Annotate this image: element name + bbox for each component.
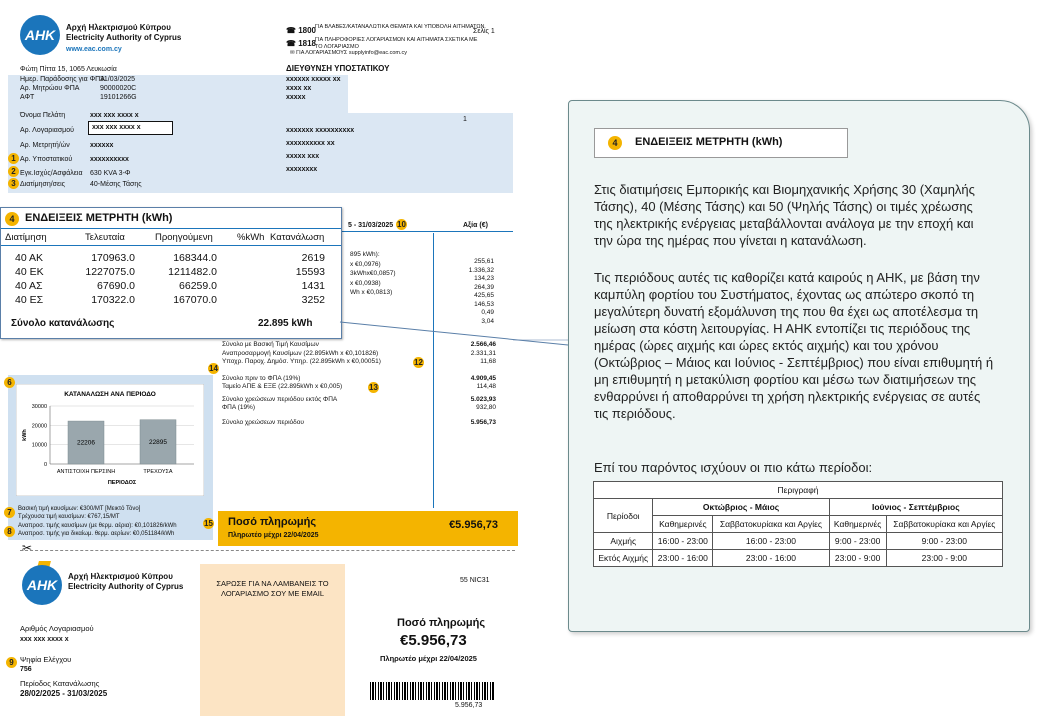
chart-y-label: kWh	[22, 429, 28, 441]
eac-logo: ΑΗΚ	[20, 15, 60, 55]
chart-x-label: ΠΕΡΙΟΔΟΣ	[107, 480, 137, 486]
chart-title: ΚΑΤΑΝΑΛΩΣΗ ΑΝΑ ΠΕΡΙΟΔΟ	[64, 391, 156, 398]
charge-value: 425,65	[474, 292, 494, 299]
stub-check-label: Ψηφία Ελέγχου	[20, 655, 72, 664]
meter-cell: 1211482.0	[168, 266, 217, 278]
chart-category-label: ΑΝΤΙΣΤΟΙΧΗ ΠΕΡΣΙΝΗ	[56, 469, 116, 475]
period-cell: 9:00 - 23:00	[829, 533, 886, 550]
customer-name-value: xxx xxx xxxx x	[90, 112, 139, 119]
phone2-desc: ΓΙΑ ΠΛΗΡΟΦΟΡΙΕΣ ΛΟΓΑΡΙΑΣΜΩΝ ΚΑΙ ΑΙΤΗΜΑΤΑ ΣΧΕΤΙΚΑ ΜΕ ΤΟ ΛΟΓΑΡΙΑΣΜΟ	[315, 37, 478, 50]
table-weekday-1: Καθημερινές	[653, 516, 713, 533]
pay-label: Ποσό πληρωμής	[228, 516, 317, 528]
meter-cell: 168344.0	[173, 252, 217, 264]
premises-line3: xxxxx	[286, 94, 306, 101]
supply-label: Εγκ.Ισχύς/Ασφάλεια	[20, 170, 83, 177]
table-periods-header: Περίοδοι	[594, 499, 653, 533]
tariff-value: 40-Μέσης Τάσης	[90, 181, 142, 188]
supply-value: 630 KVA 3-Φ	[90, 170, 131, 177]
meter-cell: 67690.0	[97, 280, 135, 292]
table-weekday-2: Καθημερινές	[829, 516, 886, 533]
panel-paragraph-2: Τις περιόδους αυτές τις καθορίζει κατά καιρούς η ΑΗΚ, με βάση την καμπύλη φορτίου του Συστήματος, έχοντας ως απώτερο σκοπό τη μεγαλύτερη δυνατή εξομάλυνση της που θα έχει ως αποτέλεσμα τη μείωση στα κόστη λειτουργίας. Η ΑΗΚ εντοπίζει τις περιόδους της ημέρας (ώρες αιχμής και ώρες εκτός αιχμής) και του χρόνου (Οκτώβριος – Μάιος και Ιούνιος - Σεπτέμβριος) που είναι επιθυμητή ή μη επιθυμητή η μετακύλιση φορτίου και μέσω των διατιμήσεων της ενθαρρύνει ή αποθαρρύνει τη χρήση ηλεκτρικής ενέργειας σε αυτές τις περιόδους.	[594, 270, 994, 421]
amount-header: Αξία (€)	[463, 222, 488, 229]
stub-period-value: 28/02/2025 - 31/03/2025	[20, 689, 108, 698]
chart-bar-label: 22895	[148, 438, 168, 446]
customer-name-label: Όνομα Πελάτη	[20, 112, 66, 119]
charge-value: 146,53	[474, 300, 494, 308]
org-name-en: Electricity Authority of Cyprus	[66, 33, 182, 42]
connector-line-bottom	[340, 322, 568, 345]
panel-paragraph-1: Στις διατιμήσεις Εμπορικής και Βιομηχανικής Χρήσης 30 (Χαμηλής Τάσης), 40 (Μέσης Τάσης) και 50 (Ψηλής Τάσης) οι τιμές χρέωσης της ηλεκτρικής ενέργειας μεταβάλλονται ανάλογα με την εποχή και την ώρα της ημέρας που γίνεται η κατανάλωση.	[594, 182, 975, 248]
meter-cell: 1227075.0	[85, 266, 135, 278]
charge-value: 1.336,32	[468, 266, 494, 274]
premises-line1: xxxxxx xxxxx xx	[286, 76, 341, 83]
period-cell: 23:00 - 9:00	[829, 550, 886, 567]
stub-logo: ΑΗΚ	[22, 565, 62, 605]
pay-due: Πληρωτέο μέχρι 22/04/2025	[228, 532, 319, 539]
period-cell: 23:00 - 9:00	[886, 550, 1002, 567]
chart-ytick-label: 10000	[31, 442, 47, 449]
tou-periods-table	[593, 481, 1003, 567]
stub-period-label: Περίοδος Κατανάλωσης	[20, 679, 100, 688]
vat-value: 90000020C	[100, 85, 137, 92]
badge-15: 15	[204, 519, 213, 528]
badge-9: 9	[6, 657, 17, 668]
period-cell: Εκτός Αιχμής	[594, 550, 653, 567]
meter-cell: 2619	[301, 252, 325, 264]
charge-value: 3,04	[481, 317, 494, 325]
customer-right-line3: xxxxx xxx	[286, 153, 320, 160]
badge-7: 7	[4, 507, 15, 518]
meter-cell: 66259.0	[179, 280, 217, 292]
delivery-value: 31/03/2025	[100, 76, 136, 83]
org-name-gr: Αρχή Ηλεκτρισμού Κύπρου	[66, 23, 171, 32]
delivery-label: Ημερ. Παράδοσης για ΦΠΑ	[20, 76, 105, 83]
fuel-info-bottom: Αναπροσ. τιμής καυσίμων (με θερμ. αέρια): €0,101826/kWh Αναπροσ. τιμής για δικαίωμ. θερμ. αερίων: €0,051184/kWh	[18, 523, 177, 537]
stub-org-gr: Αρχή Ηλεκτρισμού Κύπρου	[68, 572, 173, 581]
charges-period: 5 - 31/03/2025	[348, 222, 394, 229]
customer-right-line1: xxxxxxx xxxxxxxxxx	[286, 127, 355, 134]
badge-2: 2	[8, 166, 19, 177]
meters-label: Αρ. Μετρητή/ών	[20, 142, 70, 149]
badge-12: 12	[414, 358, 423, 367]
period-row	[594, 533, 1003, 550]
callout-title: ΕΝΔΕΙΞΕΙΣ ΜΕΤΡΗΤΗ (kWh)	[25, 212, 173, 224]
callout-badge: 4	[5, 212, 19, 226]
customer-right-line4: xxxxxxxx	[286, 166, 318, 173]
meters-value: xxxxxx	[90, 142, 114, 149]
charge-value: 134,23	[474, 275, 494, 282]
chart-category-label: ΤΡΕΧΟΥΣΑ	[143, 469, 173, 475]
phone-icon: ☎	[286, 26, 299, 35]
stub-account-value: xxx xxx xxxx x	[20, 636, 69, 643]
badge-1: 1	[8, 153, 19, 164]
scissors-icon: ✂	[22, 541, 33, 555]
period-cell: 23:00 - 16:00	[713, 550, 829, 567]
charge-value: 255,61	[474, 258, 494, 265]
charge-breakdown: Σύνολο με Βασική Τιμή Καυσίμων 2.566,46 Αναπροσαρμογή Καυσίμων (22.895kWh x €0,101826) 2.331,31 Υποχρ. Παροχ. Δημόσ. Υπηρ. (22.895kWh x €0,00051) 11,68 Σύνολο πριν το ΦΠΑ (19%) 4.909,45 Ταμείο ΑΠΕ & ΕΞΕ (22.895kWh x €0,005) 114,48 Σύνολο χρεώσεων περιόδου εκτός ΦΠΑ 5.023,93 ΦΠΑ (19%) 932,80 Σύνολο χρεώσεων περιόδου 5.956,73	[222, 341, 496, 426]
period-cell: 23:00 - 16:00	[653, 550, 713, 567]
stub-pay-label: Ποσό πληρωμής	[397, 617, 486, 629]
meter-cell: 40 EΣ	[15, 294, 44, 306]
premises-line2: xxxx xx	[286, 85, 312, 92]
email-promo-text: ΣΑΡΩΣΕ ΓΙΑ ΝΑ ΛΑΜΒΑΝΕΙΣ ΤΟ ΛΟΓΑΡΙΑΣΜΟ ΣΟΥ ΜΕ EMAIL	[216, 579, 329, 598]
badge-14: 14	[209, 364, 218, 373]
table-season1-header: Οκτώβριος - Μάιος	[653, 499, 829, 516]
meter-cell: 15593	[295, 266, 325, 278]
phone1: ☎ 1800	[286, 26, 316, 35]
period-cell: Αιχμής	[594, 533, 653, 550]
stub-check-value: 756	[20, 666, 32, 673]
meter-cell: 40 AK	[15, 252, 44, 264]
eac-address: Φώτη Πίττα 15, 1065 Λευκωσία	[20, 66, 117, 73]
panel-paragraph-3: Επί του παρόντος ισχύουν οι πιο κάτω περίοδοι:	[594, 460, 873, 475]
vat-label: Αρ. Μητρώου ΦΠΑ	[20, 85, 80, 92]
email-icon: ✉	[290, 50, 297, 56]
account-label: Αρ. Λογαριασμού	[20, 127, 74, 134]
table-season2-header: Ιούνιος - Σεπτέμβριος	[829, 499, 1002, 516]
badge-10: 10	[397, 220, 406, 229]
badge-13: 13	[369, 383, 378, 392]
chart-ytick-label: 0	[43, 462, 47, 468]
meter-cell: 3252	[301, 294, 325, 306]
tariff-label: Διατίμηση/σεις	[20, 181, 66, 188]
table-weekend-2: Σαββατοκυρίακα και Αργίες	[886, 516, 1002, 533]
barcode-value: 5.956,73	[455, 702, 483, 709]
stub-account-label: Αριθμός Λογαριασμού	[20, 624, 94, 633]
charge-value: 264,39	[474, 283, 494, 291]
email-line: ✉ ΓΙΑ ΛΟΓΑΡΙΑΣΜΟΥΣ supplyinfo@eac.com.cy	[290, 50, 408, 56]
charge-fragments: 895 kWh): x €0,0976) 3kWhx€0,0857) x €0,0938) Wh x €0,0813)	[350, 251, 396, 296]
pay-amount: €5.956,73	[449, 519, 498, 531]
badge-6: 6	[4, 377, 15, 388]
badge-8: 8	[4, 526, 15, 537]
chart-bar-label: 22206	[76, 439, 96, 447]
aft-value: 19101266G	[100, 94, 137, 101]
period-cell: 9:00 - 23:00	[886, 533, 1002, 550]
account-value: xxx xxx xxxx x	[88, 121, 173, 135]
barcode	[370, 682, 495, 700]
stub-org-en: Electricity Authority of Cyprus	[68, 582, 184, 591]
premises-no-label: Αρ. Υποστατικού	[20, 156, 73, 163]
website[interactable]: www.eac.com.cy	[66, 46, 122, 53]
premises-no-value: xxxxxxxxxx	[90, 156, 129, 163]
panel-badge: 4	[608, 136, 622, 150]
meter-cell: 170322.0	[91, 294, 135, 306]
table-desc-header: Περιγραφή	[594, 482, 1003, 499]
aft-label: ΑΦΤ	[20, 94, 35, 101]
charge-value: 0,49	[481, 309, 494, 316]
meter-cell: 40 EK	[15, 266, 44, 278]
panel-title: ΕΝΔΕΙΞΕΙΣ ΜΕΤΡΗΤΗ (kWh)	[635, 136, 783, 148]
period-row	[594, 550, 1003, 567]
stub-code: 55 NIC31	[460, 577, 490, 584]
phone1-desc: ΓΙΑ ΒΛΑΒΕΣ/ΚΑΤΑΝΑΛΩΤΙΚΑ ΘΕΜΑΤΑ ΚΑΙ ΥΠΟΒΟΛΗ ΑΙΤΗΜΑΤΩΝ	[315, 24, 485, 30]
tear-line	[20, 550, 515, 551]
phone-icon: ☎	[286, 39, 299, 48]
chart-ytick-label: 20000	[31, 423, 47, 430]
meter-cell: 40 AΣ	[15, 280, 43, 292]
stub-pay-amount: €5.956,73	[400, 632, 467, 649]
panel-title-box	[594, 128, 848, 158]
stub-pay-due: Πληρωτέο μέχρι 22/04/2025	[380, 654, 477, 663]
fuel-info-top: Βασική τιμή καυσίμων: €300/ΜΤ [Μεικτό Τόνο] Τρέχουσα τιμή καυσίμων: €767,15/ΜΤ	[18, 506, 141, 520]
meter-readings-callout: 4 ΕΝΔΕΙΞΕΙΣ ΜΕΤΡΗΤΗ (kWh) Διατίμηση Τελευταία Προηγούμενη %kWh Κατανάλωση 40 AK 170963.0 168344.0 2619 40 EK 1227075.0 1211482.0 15593 40 AΣ 67690.0 66259.0 1431 40 EΣ 170322.0 167070.0 3252 Σύνολο κατανάλωσης 22.895 kWh	[0, 207, 342, 339]
meter-cell: 1431	[301, 280, 325, 292]
total-consumption-value: 22.895 kWh	[258, 318, 313, 329]
table-weekend-1: Σαββατοκυρίακα και Αργίες	[713, 516, 829, 533]
customer-right-line2: xxxxxxxxxx xx	[286, 140, 335, 147]
meter-cell: 167070.0	[173, 294, 217, 306]
phone2: ☎ 1818	[286, 39, 316, 48]
explanation-panel	[568, 100, 1030, 632]
period-cell: 16:00 - 23:00	[713, 533, 829, 550]
email-promo-box[interactable]	[200, 564, 345, 716]
chart-ytick-label: 30000	[31, 404, 47, 410]
badge-3: 3	[8, 178, 19, 189]
digit-marker: 1	[463, 116, 467, 123]
period-cell: 16:00 - 23:00	[653, 533, 713, 550]
page-number: Σελίς 1	[473, 28, 495, 35]
meter-cell: 170963.0	[91, 252, 135, 264]
premises-title: ΔΙΕΥΘΥΝΣΗ ΥΠΟΣΤΑΤΙΚΟΥ	[286, 64, 390, 73]
total-consumption-label: Σύνολο κατανάλωσης	[11, 318, 115, 329]
